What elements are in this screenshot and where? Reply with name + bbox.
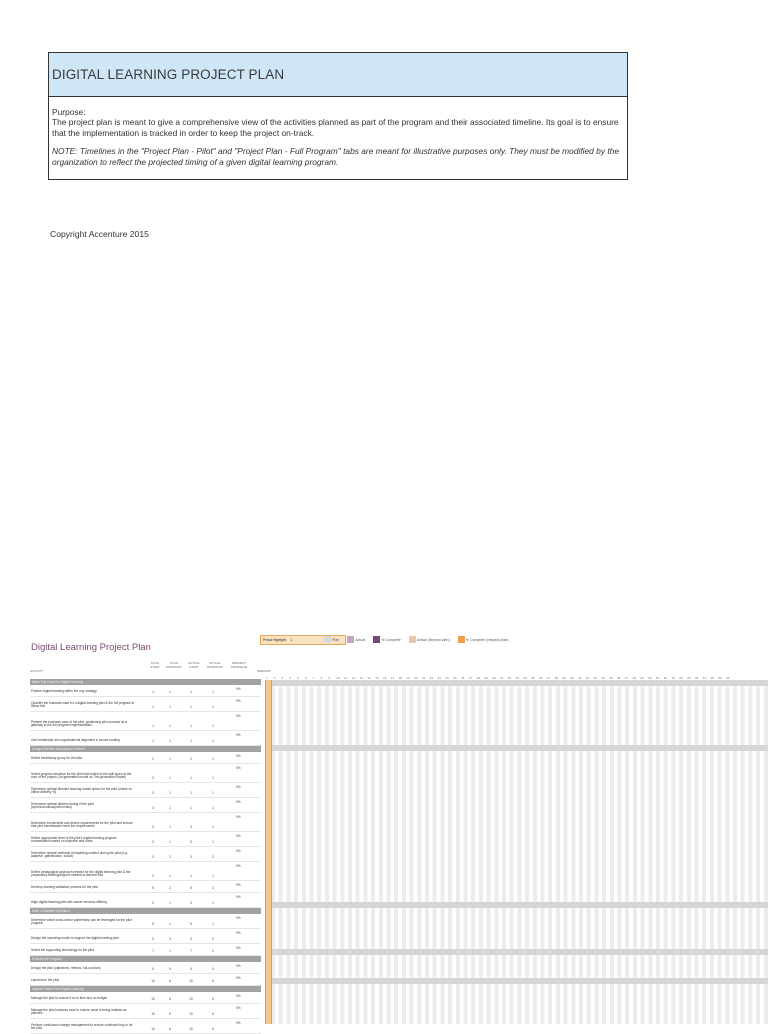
percent-complete-cell[interactable]: 0% — [236, 800, 241, 804]
period-number: 50 — [648, 676, 652, 680]
period-number: 41 — [578, 676, 582, 680]
period-number: 36 — [539, 676, 543, 680]
table-row[interactable] — [30, 764, 261, 783]
activity-name: Perform continuous change management to ensure continued buy-in for the pilot — [31, 1022, 133, 1031]
percent-complete-cell[interactable]: 0% — [236, 754, 241, 758]
table-row[interactable] — [30, 962, 261, 974]
period-number: 6 — [305, 676, 307, 680]
percent-complete-cell[interactable]: 0% — [236, 785, 241, 789]
percent-complete-cell[interactable]: 0% — [236, 964, 241, 968]
percent-complete-cell[interactable]: 0% — [236, 733, 241, 737]
legend-swatch — [324, 636, 331, 643]
table-row[interactable] — [30, 929, 261, 944]
actual-start-cell[interactable]: 1 — [190, 724, 192, 728]
period-number: 59 — [718, 676, 722, 680]
cover-title: DIGITAL LEARNING PROJECT PLAN — [49, 53, 627, 97]
activity-table — [30, 679, 261, 1034]
highlighted-period-column — [265, 680, 272, 1024]
table-row[interactable] — [30, 992, 261, 1004]
period-number: 20 — [414, 676, 418, 680]
actual-duration-cell[interactable]: 1 — [212, 776, 214, 780]
period-number: 35 — [531, 676, 535, 680]
table-row[interactable] — [30, 697, 261, 712]
plan-start-cell[interactable]: 3 — [152, 806, 154, 810]
plan-start-cell[interactable]: 1 — [152, 690, 154, 694]
period-number: 31 — [500, 676, 504, 680]
period-number: 19 — [406, 676, 410, 680]
activity-name: Launch/run the pilot — [31, 978, 59, 983]
period-number: 33 — [515, 676, 519, 680]
plan-duration-cell[interactable]: 6 — [169, 997, 171, 1001]
actual-duration-cell[interactable]: 1 — [212, 724, 214, 728]
legend-swatch — [347, 636, 354, 643]
plan-duration-cell[interactable]: 1 — [169, 724, 171, 728]
period-number: 43 — [593, 676, 597, 680]
activity-name: Quantify the business case for a digital learning pilot & the full program to follow suit — [31, 700, 135, 709]
plan-duration-cell[interactable]: 1 — [169, 791, 171, 795]
period-number: 24 — [445, 676, 449, 680]
period-number: 7 — [312, 676, 315, 680]
plan-start-cell[interactable]: 1 — [152, 705, 154, 709]
plan-start-cell[interactable]: 3 — [152, 791, 154, 795]
legend-label: % Complete — [381, 637, 401, 642]
plan-duration-cell[interactable]: 1 — [169, 690, 171, 694]
project-plan-sheet — [28, 632, 768, 1031]
legend-item — [324, 636, 339, 643]
actual-duration-cell[interactable]: 1 — [212, 757, 214, 761]
percent-complete-cell[interactable]: 0% — [236, 994, 241, 998]
plan-duration-cell[interactable]: 6 — [169, 979, 171, 983]
plan-duration-cell[interactable]: 2 — [169, 886, 171, 890]
actual-duration-cell[interactable]: 1 — [212, 874, 214, 878]
section-header: Design Effective Educational Content — [30, 746, 261, 752]
purpose-label: Purpose: — [52, 107, 86, 117]
col-plan-start: PLAN START — [150, 661, 160, 669]
plan-duration-cell[interactable]: 1 — [169, 922, 171, 926]
legend-item — [373, 636, 401, 643]
plan-duration-cell[interactable]: 1 — [169, 757, 171, 761]
period-highlight-label: Period Highlight: — [263, 638, 287, 642]
period-number: 16 — [383, 676, 387, 680]
period-number: 34 — [523, 676, 527, 680]
period-number: 12 — [351, 676, 356, 680]
legend-swatch — [373, 636, 380, 643]
activity-name: Manage the pilot business case to ensure value is being realized as planned — [31, 1007, 127, 1016]
activity-name: Develop learning validation process for the pilot — [31, 885, 98, 890]
table-row[interactable] — [30, 862, 261, 881]
period-number: 15 — [375, 676, 379, 680]
plan-start-cell[interactable]: 3 — [152, 901, 154, 905]
percent-complete-cell[interactable]: 0% — [236, 916, 241, 920]
percent-complete-cell[interactable]: 0% — [236, 766, 241, 770]
period-number: 21 — [422, 676, 426, 680]
legend-item — [458, 636, 509, 643]
legend-label: Actual (beyond plan) — [416, 637, 450, 642]
plan-duration-cell[interactable]: 1 — [169, 806, 171, 810]
actual-duration-cell[interactable]: 2 — [212, 949, 214, 953]
actual-start-cell[interactable]: 1 — [190, 705, 192, 709]
actual-start-cell[interactable]: 3 — [190, 840, 192, 844]
period-number: 3 — [281, 676, 284, 680]
table-row[interactable] — [30, 1019, 261, 1034]
table-row[interactable] — [30, 1004, 261, 1019]
section-header: Build a Scalable Operation — [30, 908, 261, 914]
percent-complete-cell[interactable]: 0% — [236, 687, 241, 691]
table-row[interactable] — [30, 712, 261, 731]
percent-complete-cell[interactable]: 0% — [236, 864, 241, 868]
plan-duration-cell[interactable]: 1 — [169, 874, 171, 878]
period-number: 10 — [336, 676, 340, 680]
percent-complete-cell[interactable]: 0% — [236, 976, 241, 980]
plan-duration-cell[interactable]: 1 — [169, 705, 171, 709]
table-row[interactable] — [30, 914, 261, 929]
plan-start-cell[interactable]: 5 — [152, 886, 154, 890]
period-number: 30 — [492, 676, 496, 680]
plan-start-cell[interactable]: 3 — [152, 855, 154, 859]
table-row[interactable] — [30, 798, 261, 813]
actual-duration-cell[interactable]: 1 — [212, 705, 214, 709]
legend — [324, 636, 508, 643]
activity-name: Design the operating model to support the digital learning pilot — [31, 936, 119, 941]
actual-duration-cell[interactable]: 1 — [212, 739, 214, 743]
actual-start-cell[interactable]: 3 — [190, 825, 192, 829]
actual-start-cell[interactable]: 10 — [189, 1012, 193, 1016]
legend-item — [409, 636, 450, 643]
period-number: 22 — [429, 676, 434, 680]
actual-duration-cell[interactable]: 1 — [212, 840, 214, 844]
activity-name: Design the pilot (objectives, metrics, roll-out plan) — [31, 966, 101, 971]
period-number: 11 — [344, 676, 348, 680]
plan-duration-cell[interactable]: 3 — [169, 937, 171, 941]
actual-start-cell[interactable]: 10 — [189, 997, 193, 1001]
period-number: 17 — [390, 676, 395, 680]
percent-complete-cell[interactable]: 0% — [236, 714, 241, 718]
cover-note: NOTE: Timelines in the "Project Plan - Pilot" and "Project Plan - Full Program" tabs are meant for illustrative purposes only. They must be modified by the organization to reflect the projected timing of a given digital learning program. — [52, 146, 619, 167]
percent-complete-cell[interactable]: 0% — [236, 1006, 241, 1010]
plan-start-cell[interactable]: 5 — [152, 937, 154, 941]
period-highlight-value[interactable]: 1 — [290, 638, 293, 642]
cover-body — [49, 97, 627, 179]
actual-start-cell[interactable]: 1 — [190, 776, 192, 780]
plan-duration-cell[interactable]: 5 — [169, 967, 171, 971]
col-percent-complete: PERCENT COMPLETE — [230, 661, 248, 669]
period-number: 14 — [367, 676, 371, 680]
actual-duration-cell[interactable]: 1 — [212, 922, 214, 926]
table-row[interactable] — [30, 783, 261, 798]
table-row[interactable] — [30, 685, 261, 697]
period-number: 56 — [695, 676, 699, 680]
actual-start-cell[interactable]: 1 — [190, 690, 192, 694]
legend-label: Plan — [332, 637, 340, 642]
percent-complete-cell[interactable]: 0% — [236, 946, 241, 950]
table-row[interactable] — [30, 893, 261, 908]
activity-name: Determine optimal blended learning model option for the pilot (online vs. offline delivery %) — [31, 786, 133, 795]
actual-duration-cell[interactable]: 2 — [212, 855, 214, 859]
percent-complete-cell[interactable]: 0% — [236, 883, 241, 887]
plan-start-cell[interactable]: 10 — [151, 997, 155, 1001]
actual-start-cell[interactable]: 5 — [190, 967, 192, 971]
plan-duration-cell[interactable]: 6 — [169, 1012, 171, 1016]
period-number: 47 — [624, 676, 629, 680]
actual-duration-cell[interactable]: 1 — [212, 825, 214, 829]
col-actual-duration: ACTUAL DURATION — [207, 661, 223, 669]
period-number: 40 — [570, 676, 574, 680]
table-row[interactable] — [30, 944, 261, 956]
period-number: 32 — [507, 676, 512, 680]
period-number: 60 — [726, 676, 730, 680]
plan-start-cell[interactable]: 5 — [152, 922, 154, 926]
purpose-text: The project plan is meant to give a comprehensive view of the activities planned as part of the program and their associated timeline. Its goal is to ensure that the implementation is tracked in order to keep the project on-track. — [52, 117, 619, 138]
plan-start-cell[interactable]: 2 — [152, 757, 154, 761]
period-number: 42 — [585, 676, 590, 680]
legend-swatch — [458, 636, 465, 643]
actual-start-cell[interactable]: 5 — [190, 937, 192, 941]
section-band — [265, 902, 768, 908]
actual-start-cell[interactable]: 1 — [190, 874, 192, 878]
period-number: 18 — [398, 676, 402, 680]
plan-start-cell[interactable]: 1 — [152, 739, 154, 743]
plan-duration-cell[interactable]: 2 — [169, 855, 171, 859]
plan-duration-cell[interactable]: 6 — [169, 1027, 171, 1031]
period-number: 44 — [601, 676, 605, 680]
period-number: 57 — [702, 676, 707, 680]
percent-complete-cell[interactable]: 0% — [236, 931, 241, 935]
actual-duration-cell[interactable]: 2 — [212, 937, 214, 941]
plan-start-cell[interactable]: 7 — [152, 949, 154, 953]
plan-start-cell[interactable]: 3 — [152, 874, 154, 878]
plan-start-cell[interactable]: 1 — [152, 724, 154, 728]
activity-name: Define beneficiary group for the pilot — [31, 756, 83, 761]
period-number: 25 — [453, 676, 457, 680]
period-number: 9 — [328, 676, 331, 680]
activity-name: Align digital learning pilot with career services offering — [31, 900, 107, 905]
activity-name: Determine which cross-sector partnership can be leveraged for the pilot program — [31, 917, 132, 926]
actual-duration-cell[interactable]: 6 — [212, 1027, 214, 1031]
activity-name: Present the business case of the pilot, positioning pilot success as a gateway to the full program implementation — [31, 719, 128, 728]
table-row[interactable] — [30, 974, 261, 986]
section-band — [265, 745, 768, 751]
percent-complete-cell[interactable]: 0% — [236, 834, 241, 838]
sheet-title: Digital Learning Project Plan — [31, 642, 151, 653]
percent-complete-cell[interactable]: 0% — [236, 849, 241, 853]
activity-name: Select program structure for the pilot best suited to the skill types at the core of the project (1st generation model vs. 2nd generation model) — [31, 771, 132, 780]
actual-duration-cell[interactable]: 1 — [212, 791, 214, 795]
activity-name: Define appropriate level of the pilot's digital learning program customization based on objective and costs — [31, 835, 117, 844]
period-number: 29 — [484, 676, 488, 680]
actual-start-cell[interactable]: 10 — [189, 979, 193, 983]
legend-swatch — [409, 636, 416, 643]
period-number: 58 — [710, 676, 714, 680]
actual-start-cell[interactable]: 1 — [190, 806, 192, 810]
percent-complete-cell[interactable]: 0% — [236, 815, 241, 819]
period-number: 28 — [476, 676, 480, 680]
actual-start-cell[interactable]: 1 — [190, 739, 192, 743]
col-activity: ACTIVITY — [30, 669, 44, 673]
actual-start-cell[interactable]: 10 — [189, 1027, 193, 1031]
period-number: 8 — [320, 676, 323, 680]
legend-label: % Complete (beyond plan) — [465, 637, 509, 642]
legend-label: Actual — [355, 637, 366, 642]
period-number: 51 — [656, 676, 660, 680]
section-header: Capture Value From Digital Learning — [30, 986, 261, 992]
legend-item — [347, 636, 365, 643]
activity-name: Define pedagogical approach needed for the digital learning pilot & the preparatory training/support needed to achieve this — [31, 869, 131, 878]
period-number: 13 — [359, 676, 363, 680]
actual-start-cell[interactable]: 3 — [190, 855, 192, 859]
period-number: 53 — [671, 676, 675, 680]
actual-duration-cell[interactable]: 1 — [212, 901, 214, 905]
period-number: 1 — [266, 676, 268, 680]
percent-complete-cell[interactable]: 0% — [236, 1021, 241, 1025]
actual-start-cell[interactable]: 1 — [190, 791, 192, 795]
plan-start-cell[interactable]: 5 — [152, 967, 154, 971]
period-number: 27 — [468, 676, 473, 680]
table-row[interactable] — [30, 731, 261, 746]
project-plan-cover — [48, 52, 628, 180]
percent-complete-cell[interactable]: 0% — [236, 895, 241, 899]
actual-duration-cell[interactable]: 1 — [212, 690, 214, 694]
period-number: 2 — [273, 676, 276, 680]
period-number: 45 — [609, 676, 613, 680]
activity-name: Manage the pilot to ensure it is on time and on budget — [31, 996, 108, 1001]
period-number: 54 — [679, 676, 683, 680]
copyright-text: Copyright Accenture 2015 — [50, 229, 149, 239]
actual-start-cell[interactable]: 2 — [190, 757, 192, 761]
period-number: 37 — [546, 676, 551, 680]
plan-start-cell[interactable]: 10 — [151, 1027, 155, 1031]
plan-duration-cell[interactable]: 1 — [169, 840, 171, 844]
plan-duration-cell[interactable]: 1 — [169, 739, 171, 743]
gantt-grid — [265, 676, 768, 1024]
col-actual-start: ACTUAL START — [188, 661, 200, 669]
table-row[interactable] — [30, 847, 261, 862]
activity-name: Position digital learning within the org. strategy — [31, 689, 97, 694]
period-stripes — [271, 680, 768, 1024]
actual-duration-cell[interactable]: 6 — [212, 997, 214, 1001]
actual-start-cell[interactable]: 7 — [190, 949, 192, 953]
actual-duration-cell[interactable]: 1 — [212, 886, 214, 890]
period-number: 23 — [437, 676, 441, 680]
actual-start-cell[interactable]: 5 — [190, 922, 192, 926]
plan-duration-cell[interactable]: 1 — [169, 825, 171, 829]
actual-start-cell[interactable]: 5 — [190, 886, 192, 890]
section-band — [265, 978, 768, 984]
section-band — [265, 680, 768, 686]
table-row[interactable] — [30, 752, 261, 764]
plan-duration-cell[interactable]: 1 — [169, 949, 171, 953]
plan-start-cell[interactable]: 3 — [152, 776, 154, 780]
period-number: 52 — [663, 676, 668, 680]
actual-duration-cell[interactable]: 6 — [212, 979, 214, 983]
period-number: 5 — [297, 676, 299, 680]
period-number: 49 — [640, 676, 644, 680]
actual-start-cell[interactable]: 3 — [190, 901, 192, 905]
period-number: 4 — [289, 676, 292, 680]
plan-duration-cell[interactable]: 1 — [169, 776, 171, 780]
activity-name: Gain leadership and organizational alignment & secure funding — [31, 738, 120, 743]
actual-duration-cell[interactable]: 5 — [212, 967, 214, 971]
plan-start-cell[interactable]: 10 — [151, 979, 155, 983]
activity-name: Determine connectivity and device requirements for the pilot and ensure that pilot beneficiaries meet the requirements — [31, 820, 133, 829]
activity-name: Determine optimal methods of imparting content during the pilot (e.g. adaptive, gamification, social) — [31, 850, 128, 859]
section-band — [265, 949, 768, 955]
plan-start-cell[interactable]: 3 — [152, 825, 154, 829]
period-number: 38 — [554, 676, 558, 680]
period-number: 46 — [617, 676, 621, 680]
period-number: 48 — [632, 676, 636, 680]
plan-duration-cell[interactable]: 1 — [169, 901, 171, 905]
col-plan-duration: PLAN DURATION — [166, 661, 182, 669]
actual-duration-cell[interactable]: 1 — [212, 806, 214, 810]
plan-start-cell[interactable]: 10 — [151, 1012, 155, 1016]
actual-duration-cell[interactable]: 6 — [212, 1012, 214, 1016]
percent-complete-cell[interactable]: 0% — [236, 699, 241, 703]
period-number: 55 — [687, 676, 691, 680]
section-header: Make The Case For Digital Learning — [30, 679, 261, 685]
period-number: 26 — [461, 676, 465, 680]
activity-name: Determine optimal delivery timing of the pilot (synchronous/asynchronous) — [31, 801, 94, 810]
col-periods: PERIODS — [257, 669, 271, 673]
table-row[interactable] — [30, 881, 261, 893]
section-header: Execute the Program — [30, 956, 261, 962]
activity-name: Select the supporting technology for the pilot — [31, 948, 94, 953]
period-number: 39 — [562, 676, 566, 680]
table-row[interactable] — [30, 832, 261, 847]
plan-start-cell[interactable]: 3 — [152, 840, 154, 844]
table-row[interactable] — [30, 813, 261, 832]
